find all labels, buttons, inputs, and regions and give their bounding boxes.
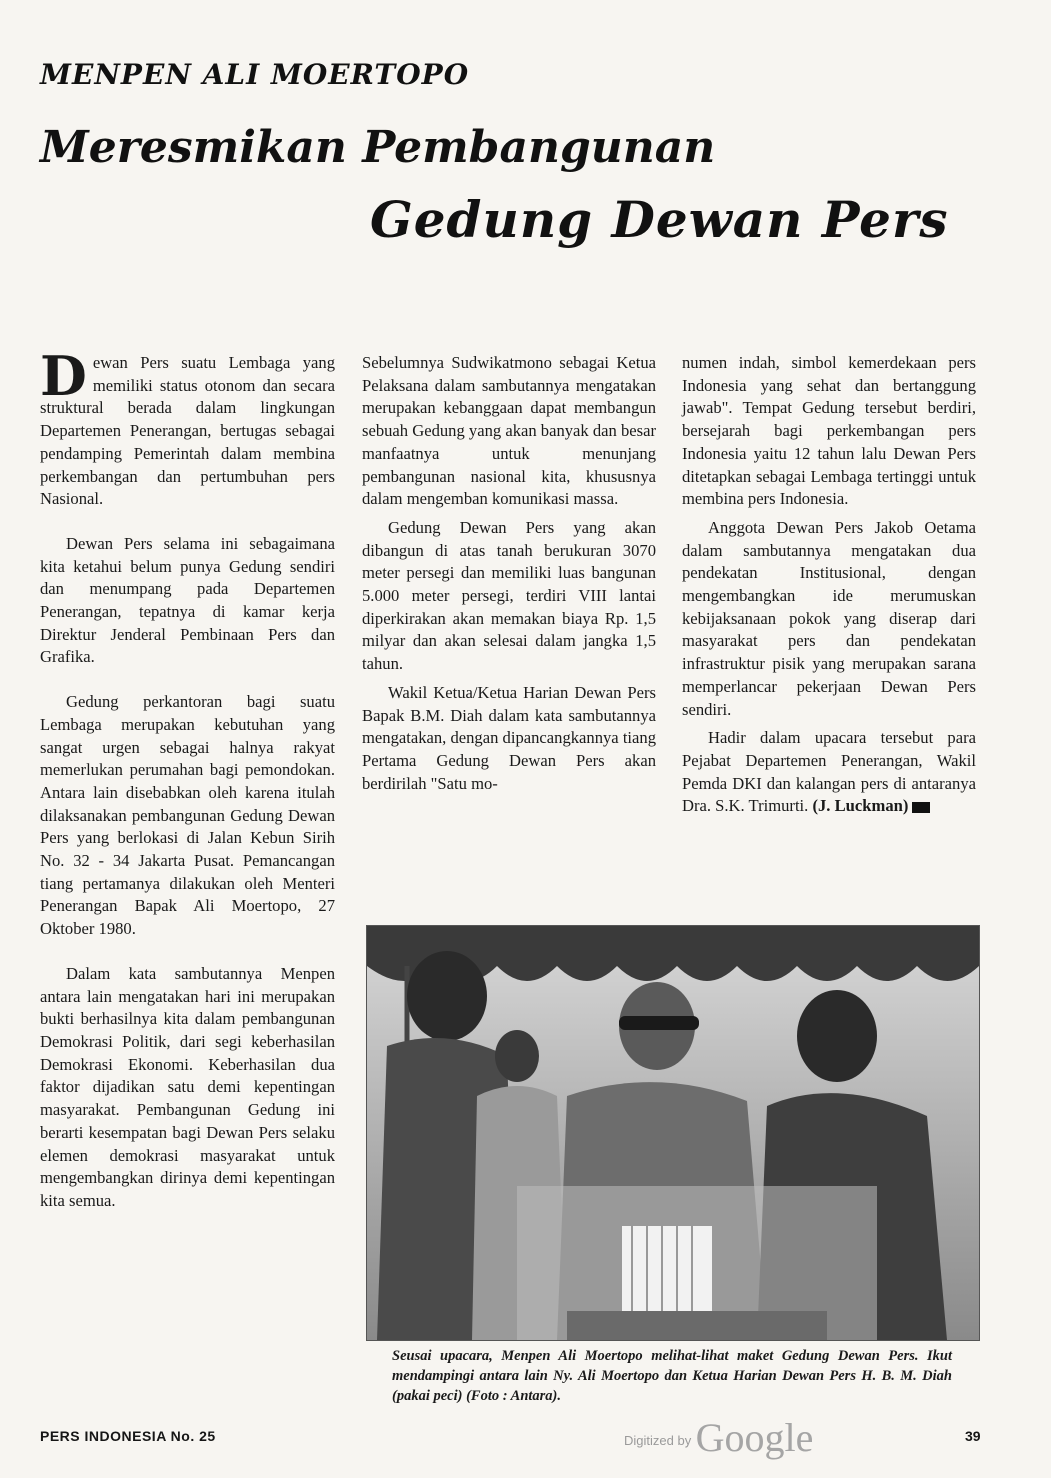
headline-line-1: Meresmikan Pembangunan — [40, 122, 716, 173]
paragraph: Anggota Dewan Pers Jakob Oetama dalam sambutannya mengatakan dua pendekatan Institusional, dengan mengembangkan ide merumuskan kebijaksanaan pokok yang diserap dari masyarakat pers dan pendekatan infrastruktur pisik yang merupakan sarana memperlancar pekerjaan Dewan Pers sendiri. — [682, 517, 976, 719]
publication-footer: PERS INDONESIA No. 25 — [40, 1428, 216, 1444]
drop-cap: D — [40, 344, 87, 408]
headline-line-2: Gedung Dewan Pers — [370, 190, 949, 249]
paragraph: numen indah, simbol kemerdekaan pers Indonesia yang sehat dan bertanggung jawab". Tempat Gedung tersebut berdiri, bersejarah bagi perkembangan pers Indonesia yaitu 12 tahun lalu Dewan Pers ditetapkan sebagai Lembaga tertinggi untuk membina pers Indonesia. — [682, 353, 976, 509]
photo-illustration — [367, 926, 979, 1340]
page-number: 39 — [965, 1428, 981, 1444]
article-kicker: MENPEN ALI MOERTOPO — [40, 58, 470, 91]
paragraph: Dewan Pers selama ini sebagaimana kita ketahui belum punya Gedung sendiri dan menumpang pada Departemen Penerangan, tepatnya di kamar kerja Direktur Jenderal Pembinaan Pers dan Grafika. — [40, 533, 335, 667]
paragraph: Wakil Ketua/Ketua Harian Dewan Pers Bapak B.M. Diah dalam kata sambutannya mengatakan, dengan dipancangkannya tiang Pertama Gedung Dewan Pers akan berdirilah "Satu mo- — [362, 682, 656, 793]
article-column-2 — [362, 352, 656, 795]
paragraph: Hadir dalam upacara tersebut para Pejabat Departemen Penerangan, Wakil Pemda DKI dan kalangan pers di antaranya Dra. S.K. Trimurti. (J. Luckman) — [682, 728, 976, 816]
paragraph: Dalam kata sambutannya Menpen antara lain mengatakan hari ini merupakan bukti berhasilnya kita dalam pembangunan Demokrasi Politik, dari segi keberhasilan Demokrasi Ekonomi. Keberhasilan dua faktor dijadikan satu demi kepentingan masyarakat. Pembangunan Gedung ini berarti kesempatan bagi Dewan Pers selaku elemen demokrasi masyarakat untuk mengembangkan dirinya demi kepentingan kita semua. — [40, 963, 335, 1210]
news-photo — [366, 925, 980, 1341]
paragraph: Gedung perkantoran bagi suatu Lembaga merupakan kebutuhan yang sangat urgen sebagai halnya rakyat memerlukan perumahan bagi pemondokan. Antara lain disebabkan oleh karena itulah dilaksanakan pembangunan Gedung Dewan Pers yang berlokasi di Jalan Kebun Sirih No. 32 - 34 Jakarta Pusat. Pemancangan tiang pertamanya dilakukan oleh Menteri Penerangan Bapak Ali Moertopo, 27 Oktober 1980. — [40, 692, 335, 939]
article-column-1 — [40, 344, 335, 1213]
paragraph: Sebelumnya Sudwikatmono sebagai Ketua Pelaksana dalam sambutannya mengatakan merupakan kebanggaan dapat membangun sebuah Gedung yang akan banyak dan besar manfaatnya untuk menunjang pembangunan nasional kita, khususnya dalam mengemban komunikasi massa. — [362, 353, 656, 509]
author-credit: (J. Luckman) — [812, 796, 909, 816]
paragraph: Dewan Pers suatu Lembaga yang memiliki status otonom dan secara struktural berada dalam lingkungan Departemen Penerangan, bertugas sebagai pendamping Pemerintah dalam membina perkembangan dan pertumbuhan pers Nasional. — [40, 344, 335, 509]
google-logo: Google — [695, 1415, 814, 1460]
article-column-3 — [682, 352, 976, 818]
watermark-prefix: Digitized by — [624, 1433, 692, 1448]
end-mark-icon — [912, 802, 930, 813]
photo-caption: Seusai upacara, Menpen Ali Moertopo melihat-lihat maket Gedung Dewan Pers. Ikut mendampingi antara lain Ny. Ali Moertopo dan Ketua Harian Dewan Pers H. B. M. Diah (pakai peci) (Foto : Antara). — [392, 1348, 952, 1404]
google-watermark — [624, 1414, 813, 1461]
paragraph: Gedung Dewan Pers yang akan dibangun di atas tanah berukuran 3070 meter persegi dan memiliki luas bangunan 5.000 meter persegi, terdiri VIII lantai diperkirakan akan memakan biaya Rp. 1,5 milyar dan akan selesai dalam jangka 1,5 tahun. — [362, 517, 656, 674]
